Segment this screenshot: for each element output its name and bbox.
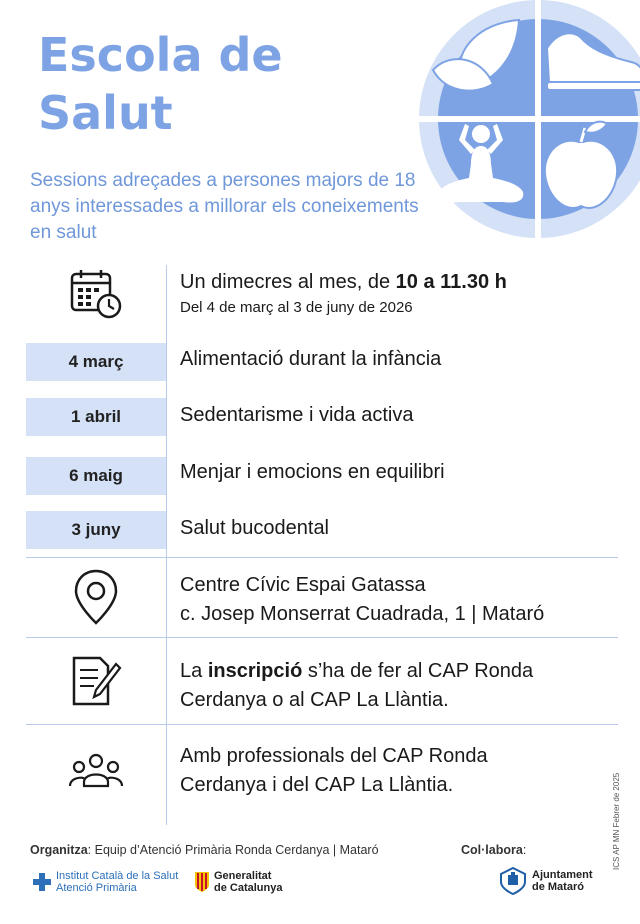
session-topic-1: Alimentació durant la infància bbox=[180, 348, 442, 370]
professionals-text bbox=[180, 742, 488, 800]
schedule-main bbox=[180, 268, 507, 296]
location-pin-icon bbox=[73, 568, 119, 626]
gen-line-1: Generalitat bbox=[214, 870, 272, 882]
registration-rest: s’ha de fer al CAP Ronda bbox=[302, 660, 534, 682]
registration-prefix: La bbox=[180, 660, 208, 682]
title-line-2: Salut bbox=[38, 86, 173, 140]
session-topic-3: Menjar i emocions en equilibri bbox=[180, 461, 445, 483]
session-date-1: 4 març bbox=[26, 343, 166, 381]
gen-line-2: de Catalunya bbox=[214, 882, 283, 894]
health-circle-graphic bbox=[419, 0, 640, 238]
registration-text bbox=[180, 657, 533, 715]
page-title bbox=[38, 26, 283, 142]
location-name: Centre Cívic Espai Gatassa bbox=[180, 574, 426, 596]
footer-collabora bbox=[461, 843, 526, 857]
divider-2 bbox=[26, 637, 618, 638]
collabora-label: Col·labora bbox=[461, 843, 523, 857]
organitza-label: Organitza bbox=[30, 843, 88, 857]
session-date-3: 6 maig bbox=[26, 457, 166, 495]
registration-line-1 bbox=[180, 657, 533, 686]
ajt-line-2: de Mataró bbox=[532, 881, 584, 893]
schedule-time: 10 a 11.30 h bbox=[395, 271, 507, 293]
ajuntament-shield-icon bbox=[498, 866, 528, 896]
session-date-2: 1 abril bbox=[26, 398, 166, 436]
ics-cross-icon bbox=[32, 872, 52, 892]
session-date-4: 3 juny bbox=[26, 511, 166, 549]
organitza-text: : Equip d’Atenció Primària Ronda Cerdanya | Mataró bbox=[87, 843, 379, 857]
column-divider bbox=[166, 265, 167, 825]
divider-1 bbox=[26, 557, 618, 558]
title-line-1: Escola de bbox=[38, 28, 283, 82]
collabora-suffix: : bbox=[522, 843, 527, 857]
schedule-dates: Del 4 de març al 3 de juny de 2026 bbox=[180, 299, 413, 316]
location-text bbox=[180, 571, 544, 629]
ajt-line-1: Ajuntament bbox=[532, 869, 593, 881]
professionals-line-1: Amb professionals del CAP Ronda bbox=[180, 745, 488, 767]
page-subtitle: Sessions adreçades a persones majors de 18 anys interessades a millorar els coneixements en salut bbox=[30, 170, 419, 243]
people-group-icon bbox=[68, 752, 124, 790]
registration-bold: inscripció bbox=[207, 660, 303, 682]
side-note: ICS AP MN Febrer de 2025 bbox=[612, 772, 621, 870]
location-address: c. Josep Monserrat Cuadrada, 1 | Mataró bbox=[180, 603, 545, 625]
form-pen-icon bbox=[70, 654, 122, 708]
calendar-icon bbox=[69, 268, 123, 320]
ics-line-1: Institut Català de la Salut bbox=[56, 870, 179, 882]
ics-line-2: Atenció Primària bbox=[56, 882, 137, 894]
schedule-prefix: Un dimecres al mes, de bbox=[180, 271, 396, 293]
logo-ajuntament bbox=[498, 866, 593, 896]
session-topic-2: Sedentarisme i vida activa bbox=[180, 404, 414, 426]
divider-3 bbox=[26, 724, 618, 725]
senyera-icon bbox=[194, 871, 210, 893]
footer-organitza bbox=[30, 843, 379, 857]
registration-line-2: Cerdanya o al CAP La Llàntia. bbox=[180, 689, 449, 711]
logo-generalitat bbox=[194, 870, 282, 894]
logo-ics bbox=[32, 870, 178, 894]
session-topic-4: Salut bucodental bbox=[180, 517, 330, 539]
professionals-line-2: Cerdanya i del CAP La Llàntia. bbox=[180, 774, 454, 796]
